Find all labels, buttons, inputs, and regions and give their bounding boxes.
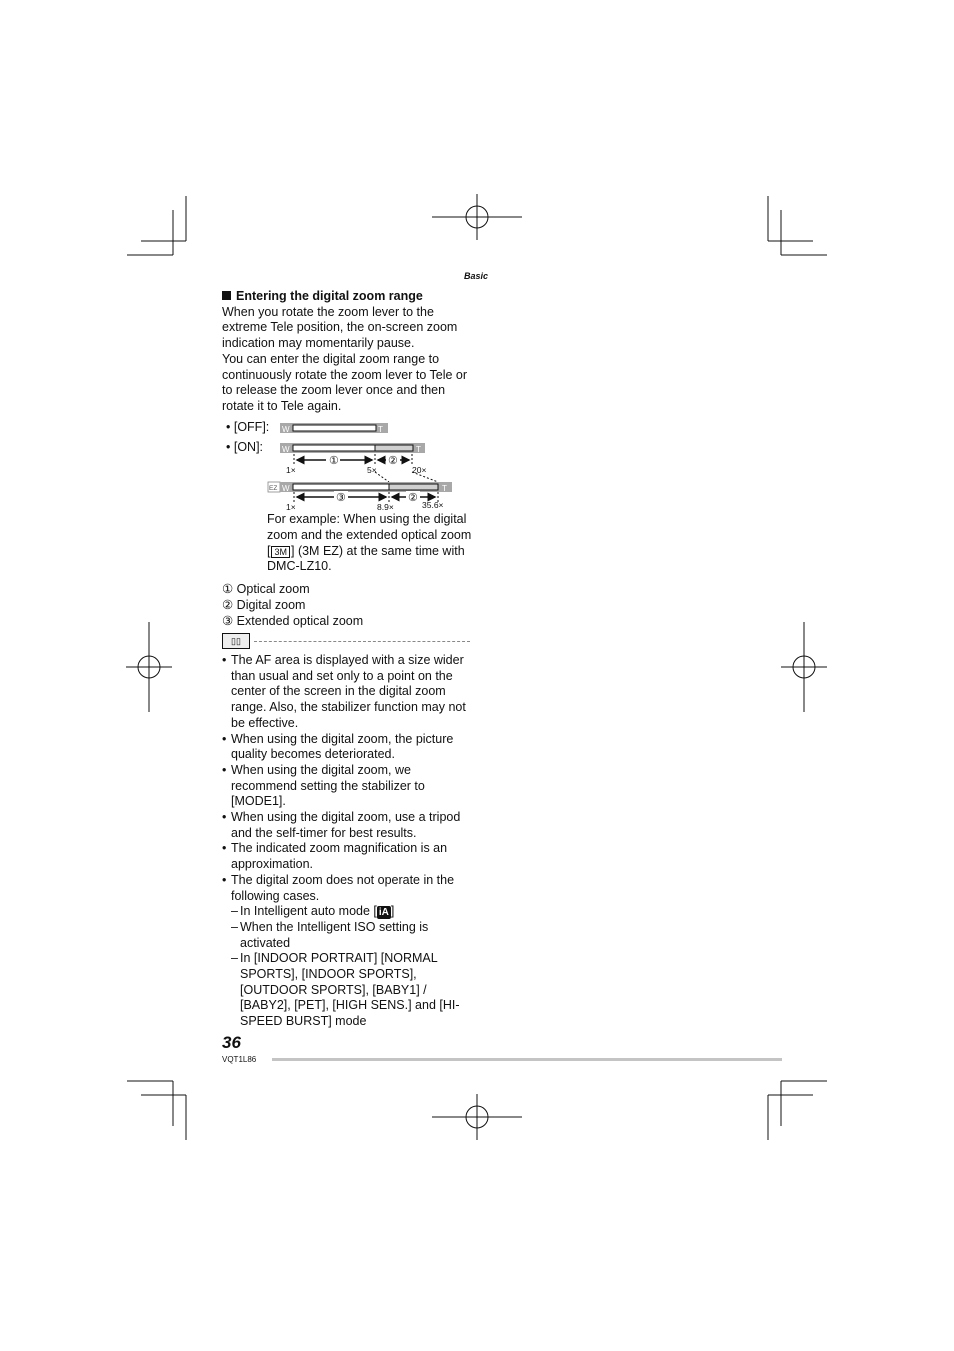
sub-item: – When the Intelligent ISO setting is activated [231,919,429,950]
footer-rule [272,1058,782,1061]
w-label: W [282,425,290,434]
paragraph: When you rotate the zoom lever to the extreme Tele position, the on-screen zoom indication may momentarily pause. [222,304,458,351]
note-header [222,633,470,649]
note-item: • The indicated zoom magnification is an approximation. [222,841,472,872]
page-number: 36 [222,1033,241,1052]
t-label: T [378,425,383,434]
notes-list [222,653,472,1030]
svg-text:W: W [282,484,290,493]
note-item: • When using the digital zoom, the picture quality becomes deteriorated. [222,732,472,763]
zoom-diagram [222,420,472,512]
on-label: • [ON]: [226,440,264,454]
marker-digital: ② [408,492,418,504]
legend-item: ① Optical zoom [222,582,310,596]
marker-digital: ② [388,455,398,467]
sub-item: – In Intelligent auto mode [ iA ] [231,904,395,919]
svg-text:EZ: EZ [269,485,278,492]
intelligent-auto-icon: iA [378,907,389,919]
legend-item: ② Digital zoom [222,598,306,612]
note-item: • The digital zoom does not operate in the following cases. [222,873,472,904]
dashed-divider [254,641,470,642]
tick-label: 1× [286,502,296,512]
note-item: • The AF area is displayed with a size wider than usual and set only to a point on the center of the screen in the digital zoom range. Also, the stabilizer function may not be effective. [222,653,472,732]
legend [222,581,363,629]
tick-label: 35.6× [422,500,444,510]
example-text: For example: When using the digital zoom and the extended optical zoom [ 3M ] (3M EZ) at the same time with DMC-LZ10. [267,512,472,574]
section-label: Basic [464,271,489,281]
zoom-bars [222,420,472,512]
marker-extended: ③ [336,492,346,504]
square-bullet-icon [222,291,231,300]
legend-item: ③ Extended optical zoom [222,614,364,628]
marker-optical: ① [329,455,339,467]
paragraph: You can enter the digital zoom range to continuously rotate the zoom lever to Tele or to release the zoom lever once and then rotate it to Tele again. [222,351,468,413]
tick-label: 5× [367,465,377,475]
sub-item: – In [INDOOR PORTRAIT] [NORMAL SPORTS], [INDOOR SPORTS], [OUTDOOR SPORTS], [BABY1] / [BABY2], [PET], [HIGH SENS.] and [HI-SPEED BURST] mode [231,951,460,1029]
3m-size-icon: 3M [271,546,290,558]
svg-text:W: W [282,445,290,454]
tick-label: 8.9× [377,502,394,512]
book-note-icon: ▯▯ [222,633,250,649]
main-text [222,289,472,415]
tick-label: 1× [286,465,296,475]
note-item: • When using the digital zoom, we recommend setting the stabilizer to [MODE1]. [222,763,472,810]
section-heading: Entering the digital zoom range [222,289,472,305]
off-label: • [OFF]: [226,420,270,434]
tick-label: 20× [412,465,427,475]
note-item: • When using the digital zoom, use a tripod and the self-timer for best results. [222,810,472,841]
svg-text:T: T [442,484,447,493]
svg-text:T: T [416,445,421,454]
model-code: VQT1L86 [222,1055,257,1064]
